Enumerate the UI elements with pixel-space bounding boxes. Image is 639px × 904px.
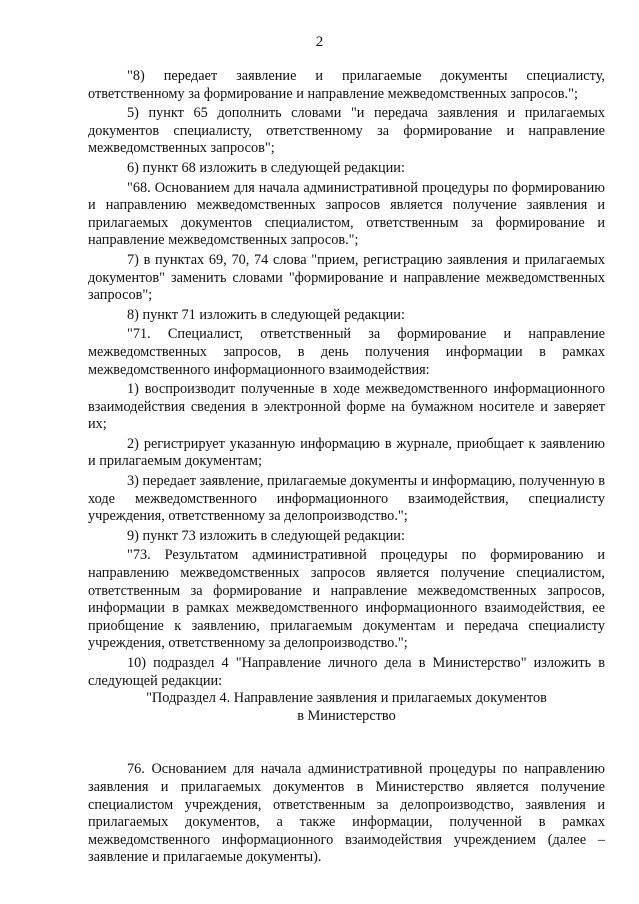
- paragraph-clause-73: "73. Результатом административной процедуры по формированию и направлению межведомственных запросов является получение специалистом, ответственным за формирование и направление межведомственных запросов, информации в рамках межведомственного информационного взаимодействия, ее приобщение к заявлению, прилагаемым документам и передача специалисту учреждения, ответственному за делопроизводство.";: [88, 547, 605, 652]
- paragraph-point-7: 7) в пунктах 69, 70, 74 слова "прием, регистрацию заявления и прилагаемых документов" заменить словами "формирование и направление межведомственных запросов";: [88, 251, 605, 304]
- paragraph-subitem-2: 2) регистрирует указанную информацию в журнале, приобщает к заявлению и прилагаемым документам;: [88, 435, 605, 470]
- paragraph-point-10: 10) подраздел 4 "Направление личного дела в Министерство" изложить в следующей редакции:: [88, 655, 605, 689]
- paragraph-subitem-1: 1) воспроизводит полученные в ходе межведомственного информационного взаимодействия сведения в электронной форме на бумажном носителе и заверяет их;: [88, 381, 605, 433]
- paragraph-point-5: 5) пункт 65 дополнить словами "и передача заявления и прилагаемых документов специалисту, ответственному за формирование и направление межведомственных запросов";: [88, 105, 605, 157]
- paragraph-subitem-3: 3) передает заявление, прилагаемые документы и информацию, полученную в ходе межведомственного информационного взаимодействия, специалисту учреждения, ответственному за делопроизводство.";: [88, 473, 605, 525]
- paragraph-clause-68: "68. Основанием для начала административной процедуры по формированию и направлению межведомственных запросов является получение заявления и прилагаемых документов специалистом, ответственным за формирование и направление межведомственных запросов.";: [88, 179, 605, 249]
- paragraph-point-8: 8) пункт 71 изложить в следующей редакции:: [127, 306, 405, 323]
- paragraph-clause-76: 76. Основанием для начала административной процедуры по направлению заявления и прилагаемых документов в Министерство является получение специалистом учреждения, ответственным за делопроизводство, заявления и прилагаемых документов, а также информации, полученной в рамках межведомственного информационного взаимодействия учреждением (далее – заявление и прилагаемые документы).: [88, 761, 605, 866]
- paragraph-item-8-quote: "8) передает заявление и прилагаемые документы специалисту, ответственному за формирование и направление межведомственных запросов.";: [88, 68, 605, 102]
- subsection-heading-line-2: в Министерство: [297, 707, 396, 724]
- paragraph-point-9: 9) пункт 73 изложить в следующей редакции:: [127, 527, 405, 544]
- page-number: 2: [315, 34, 324, 50]
- paragraph-point-6: 6) пункт 68 изложить в следующей редакции:: [127, 159, 405, 176]
- subsection-heading-line-1: "Подраздел 4. Направление заявления и прилагаемых документов: [146, 690, 547, 707]
- paragraph-clause-71: "71. Специалист, ответственный за формирование и направление межведомственных запросов, в день получения информации в рамках межведомственного информационного взаимодействия:: [88, 326, 605, 378]
- section-spacer: [88, 725, 605, 761]
- document-body: [88, 68, 605, 867]
